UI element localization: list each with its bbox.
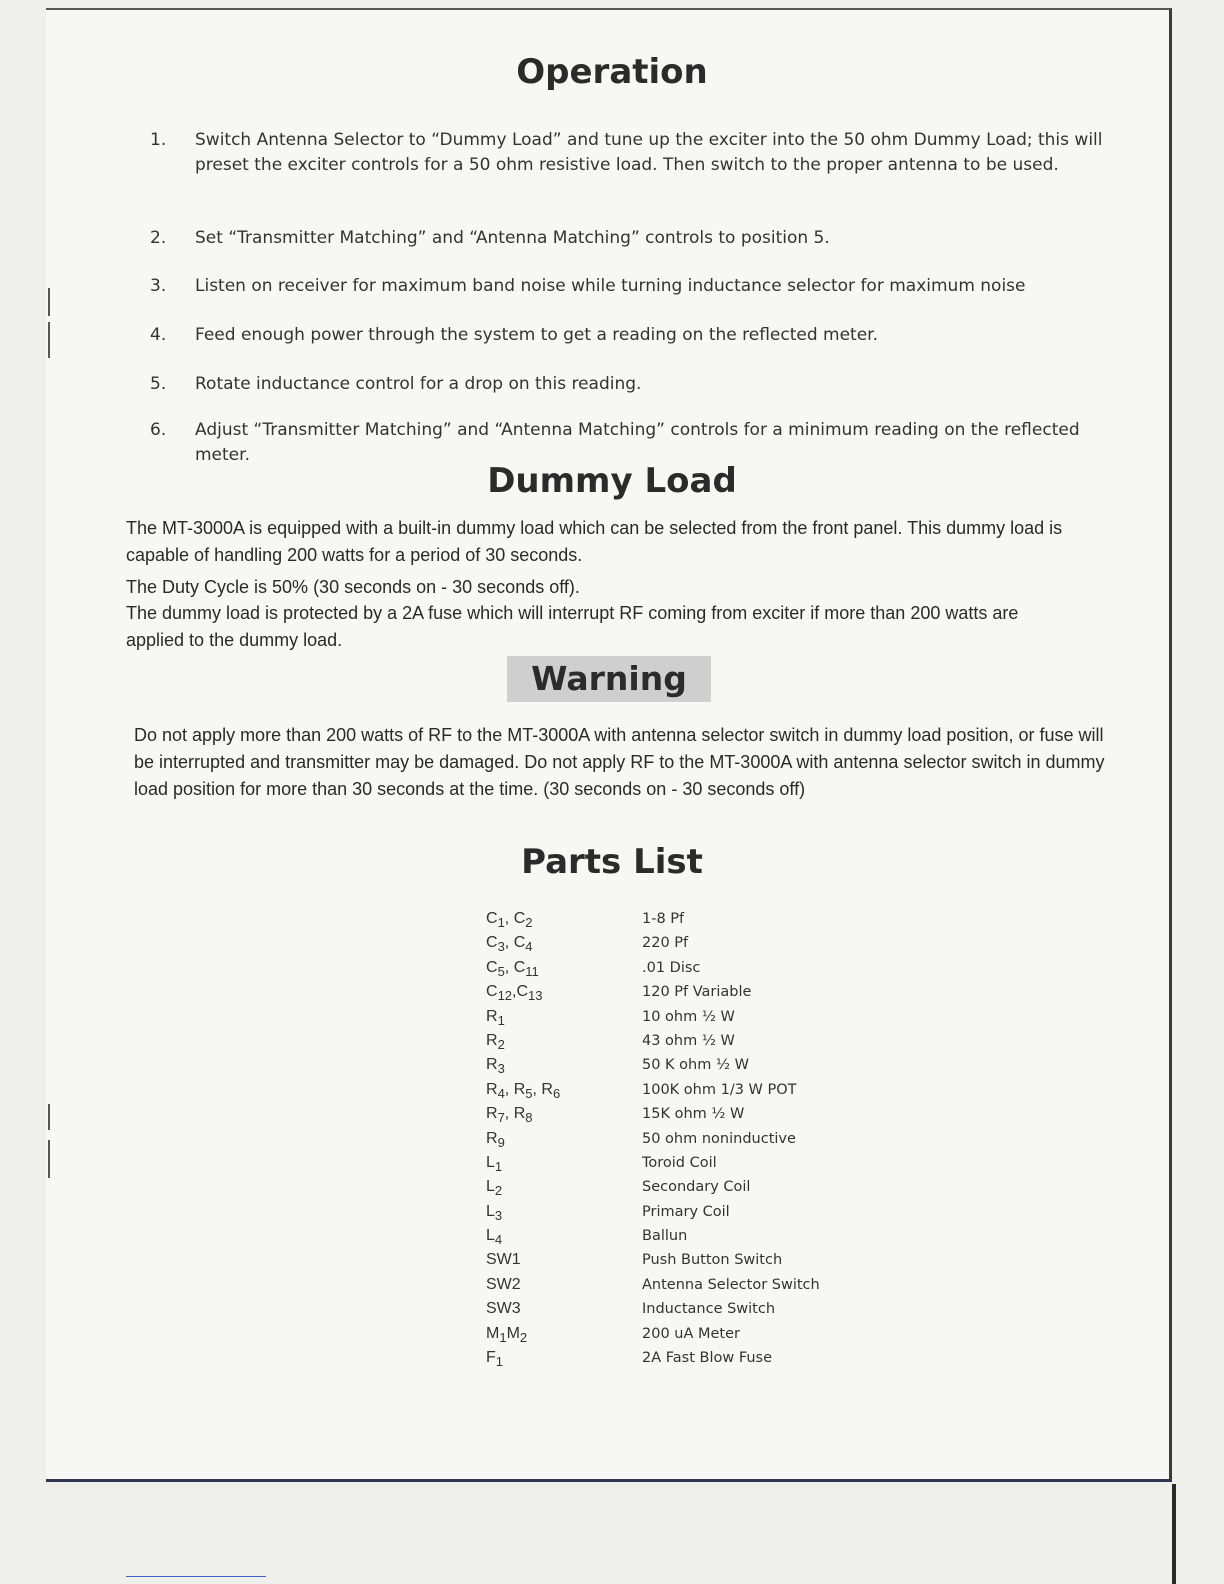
part-reference — [486, 1105, 532, 1125]
part-reference-letter: C — [486, 934, 498, 952]
parts-list-row — [486, 1030, 886, 1054]
part-description: 15K ohm ½ W — [642, 1106, 745, 1123]
part-reference-letter: R — [486, 1105, 498, 1123]
part-reference-letter: L — [486, 1227, 495, 1245]
dummy-load-title: Dummy Load — [487, 461, 737, 501]
part-reference-letter: L — [486, 1178, 495, 1196]
part-reference-letter: L — [486, 1153, 495, 1171]
parts-list — [486, 908, 886, 1371]
part-reference — [486, 1300, 521, 1318]
part-reference — [486, 1081, 560, 1101]
part-reference-subscript: 3 — [497, 1061, 505, 1077]
operation-title: Operation — [516, 52, 708, 92]
dummy-load-paragraph: The MT-3000A is equipped with a built-in dummy load which can be selected from the front panel. This dummy load is capable of handling 200 watts for a period of 30 seconds. — [126, 518, 1063, 565]
part-reference-subscript: 2 — [525, 915, 533, 931]
part-reference-letter: SW1 — [486, 1251, 521, 1269]
part-reference — [486, 1251, 521, 1269]
parts-list-row — [486, 957, 886, 981]
part-reference — [486, 1130, 505, 1150]
part-reference — [486, 1227, 502, 1247]
part-reference-letter: R — [486, 1129, 498, 1147]
step-text: Set “Transmitter Matching” and “Antenna Matching” controls to position 5. — [195, 228, 830, 248]
part-reference-subscript: 1 — [497, 915, 505, 931]
part-description: 200 uA Meter — [642, 1325, 741, 1342]
part-reference-letter: M — [486, 1324, 500, 1342]
part-reference — [486, 1178, 502, 1198]
fuse-paragraph: The dummy load is protected by a 2A fuse which will interrupt RF coming from exciter if more than 200 watts are applied to the dummy load. — [126, 603, 1019, 650]
warning-paragraph: Do not apply more than 200 watts of RF to the MT-3000A with antenna selector switch in dummy load position, or fuse will be interrupted and transmitter may be damaged. Do not apply RF to the MT-3000A with antenna selector switch in dummy load position for more than 30 seconds at the time. (30 seconds on - 30 seconds off) — [134, 725, 1105, 799]
part-reference-letter: C — [486, 958, 498, 976]
part-reference-letter: L — [486, 1202, 495, 1220]
part-description: Primary Coil — [642, 1203, 730, 1220]
parts-list-row — [486, 1128, 886, 1152]
part-description: 120 Pf Variable — [642, 984, 752, 1001]
part-reference-letter: , R — [504, 1080, 526, 1098]
part-reference-letter: F — [486, 1349, 496, 1367]
parts-list-row — [486, 1274, 886, 1298]
part-reference-subscript: 5 — [525, 1085, 533, 1101]
part-description: Push Button Switch — [642, 1252, 783, 1269]
part-reference-subscript: 5 — [497, 963, 505, 979]
part-reference-letter: , R — [504, 1105, 526, 1123]
part-reference-letter: C — [486, 910, 498, 927]
part-description: 43 ohm ½ W — [642, 1032, 735, 1049]
part-reference-letter: R — [486, 1031, 498, 1049]
edge-mark — [48, 1104, 50, 1130]
part-description: Inductance Switch — [642, 1301, 776, 1318]
part-reference — [486, 1203, 502, 1223]
step-text: Rotate inductance control for a drop on this reading. — [195, 374, 642, 394]
parts-list-row — [486, 908, 886, 932]
parts-list-row — [486, 1201, 886, 1225]
parts-list-row — [486, 1054, 886, 1078]
step-number: 2. — [150, 228, 167, 248]
step-number: 5. — [150, 374, 167, 394]
edge-mark — [48, 322, 50, 358]
part-reference-letter: SW2 — [486, 1275, 521, 1293]
part-description: Ballun — [642, 1228, 688, 1245]
parts-list-title: Parts List — [521, 842, 703, 882]
parts-list-row — [486, 932, 886, 956]
parts-list-row — [486, 1347, 886, 1371]
part-reference-subscript: 4 — [494, 1232, 503, 1248]
part-description: 10 ohm ½ W — [642, 1008, 735, 1025]
part-reference-subscript: 1 — [494, 1159, 503, 1175]
parts-list-row — [486, 1298, 886, 1322]
part-reference — [486, 1154, 502, 1174]
parts-list-row — [486, 1249, 886, 1273]
part-reference — [486, 934, 532, 954]
step-text: Listen on receiver for maximum band noise while turning inductance selector for maximum noise — [195, 276, 1026, 296]
part-reference-letter: R — [486, 1080, 498, 1098]
part-reference — [486, 959, 539, 979]
parts-list-row — [486, 1323, 886, 1347]
parts-list-row — [486, 1006, 886, 1030]
step-number: 4. — [150, 325, 167, 345]
part-reference-letter: M — [506, 1324, 520, 1342]
part-reference-subscript: 12 — [497, 988, 513, 1004]
parts-list-row — [486, 1152, 886, 1176]
part-reference-letter: , C — [504, 958, 526, 976]
part-reference-letter: , C — [504, 910, 526, 927]
part-description: Secondary Coil — [642, 1179, 751, 1196]
part-reference-subscript: 2 — [519, 1329, 528, 1345]
part-reference — [486, 1056, 505, 1076]
part-reference-subscript: 1 — [497, 1012, 505, 1028]
part-description: 2A Fast Blow Fuse — [642, 1350, 773, 1367]
part-reference-letter: R — [486, 1007, 498, 1025]
part-reference-subscript: 2 — [494, 1183, 503, 1199]
part-reference-subscript: 9 — [497, 1134, 505, 1150]
part-description: Antenna Selector Switch — [642, 1276, 820, 1293]
parts-list-row — [486, 981, 886, 1005]
part-description: 220 Pf — [642, 935, 689, 952]
warning-title: Warning — [507, 656, 711, 702]
part-reference-subscript: 7 — [497, 1110, 505, 1126]
footer-rule — [126, 1576, 266, 1577]
part-reference-letter: ,C — [512, 983, 529, 1001]
step-number: 3. — [150, 276, 167, 296]
edge-mark — [48, 288, 50, 316]
part-reference — [486, 910, 532, 930]
part-reference — [486, 1032, 505, 1052]
parts-list-row — [486, 1079, 886, 1103]
step-text: Switch Antenna Selector to “Dummy Load” and tune up the exciter into the 50 ohm Dummy Load; this will preset the exciter controls for a 50 ohm resistive load. Then switch to the proper antenna to be used. — [195, 130, 1103, 175]
part-description: Toroid Coil — [642, 1154, 717, 1171]
page-edge-shadow — [1172, 1484, 1176, 1584]
part-reference — [486, 983, 543, 1003]
parts-list-row — [486, 1225, 886, 1249]
part-reference-subscript: 3 — [497, 939, 505, 955]
part-reference-subscript: 13 — [528, 988, 543, 1004]
part-reference-subscript: 3 — [494, 1207, 503, 1223]
part-reference-letter: , C — [504, 934, 526, 952]
part-reference — [486, 1276, 521, 1294]
part-reference — [486, 1349, 503, 1369]
part-description: .01 Disc — [642, 959, 701, 976]
step-number: 6. — [150, 420, 167, 440]
part-reference — [486, 1325, 527, 1345]
part-reference-letter: SW3 — [486, 1300, 521, 1318]
part-reference-subscript: 1 — [495, 1354, 504, 1370]
edge-mark — [48, 1140, 50, 1178]
step-text: Adjust “Transmitter Matching” and “Antenna Matching” controls for a minimum reading on the reflected meter. — [195, 420, 1080, 465]
part-reference-subscript: 6 — [552, 1085, 561, 1101]
part-reference-subscript: 8 — [525, 1110, 533, 1126]
parts-list-row — [486, 1103, 886, 1127]
step-number: 1. — [150, 130, 167, 150]
part-reference-subscript: 1 — [499, 1329, 507, 1345]
part-reference-subscript: 2 — [497, 1037, 505, 1053]
part-reference-letter: C — [486, 983, 498, 1001]
part-reference-letter: , R — [532, 1080, 553, 1098]
duty-cycle-paragraph: The Duty Cycle is 50% (30 seconds on - 30 seconds off). — [126, 577, 580, 597]
step-text: Feed enough power through the system to get a reading on the reflected meter. — [195, 325, 879, 345]
part-reference-subscript: 4 — [497, 1085, 505, 1101]
part-description: 50 K ohm ½ W — [642, 1057, 749, 1074]
part-reference-letter: R — [486, 1056, 498, 1074]
part-reference-subscript: 11 — [525, 963, 539, 979]
parts-list-row — [486, 1176, 886, 1200]
part-reference — [486, 1008, 505, 1028]
part-description: 50 ohm noninductive — [642, 1130, 796, 1147]
part-description: 100K ohm 1/3 W POT — [642, 1081, 797, 1098]
part-description: 1-8 Pf — [642, 911, 685, 927]
part-reference-subscript: 4 — [525, 939, 533, 955]
